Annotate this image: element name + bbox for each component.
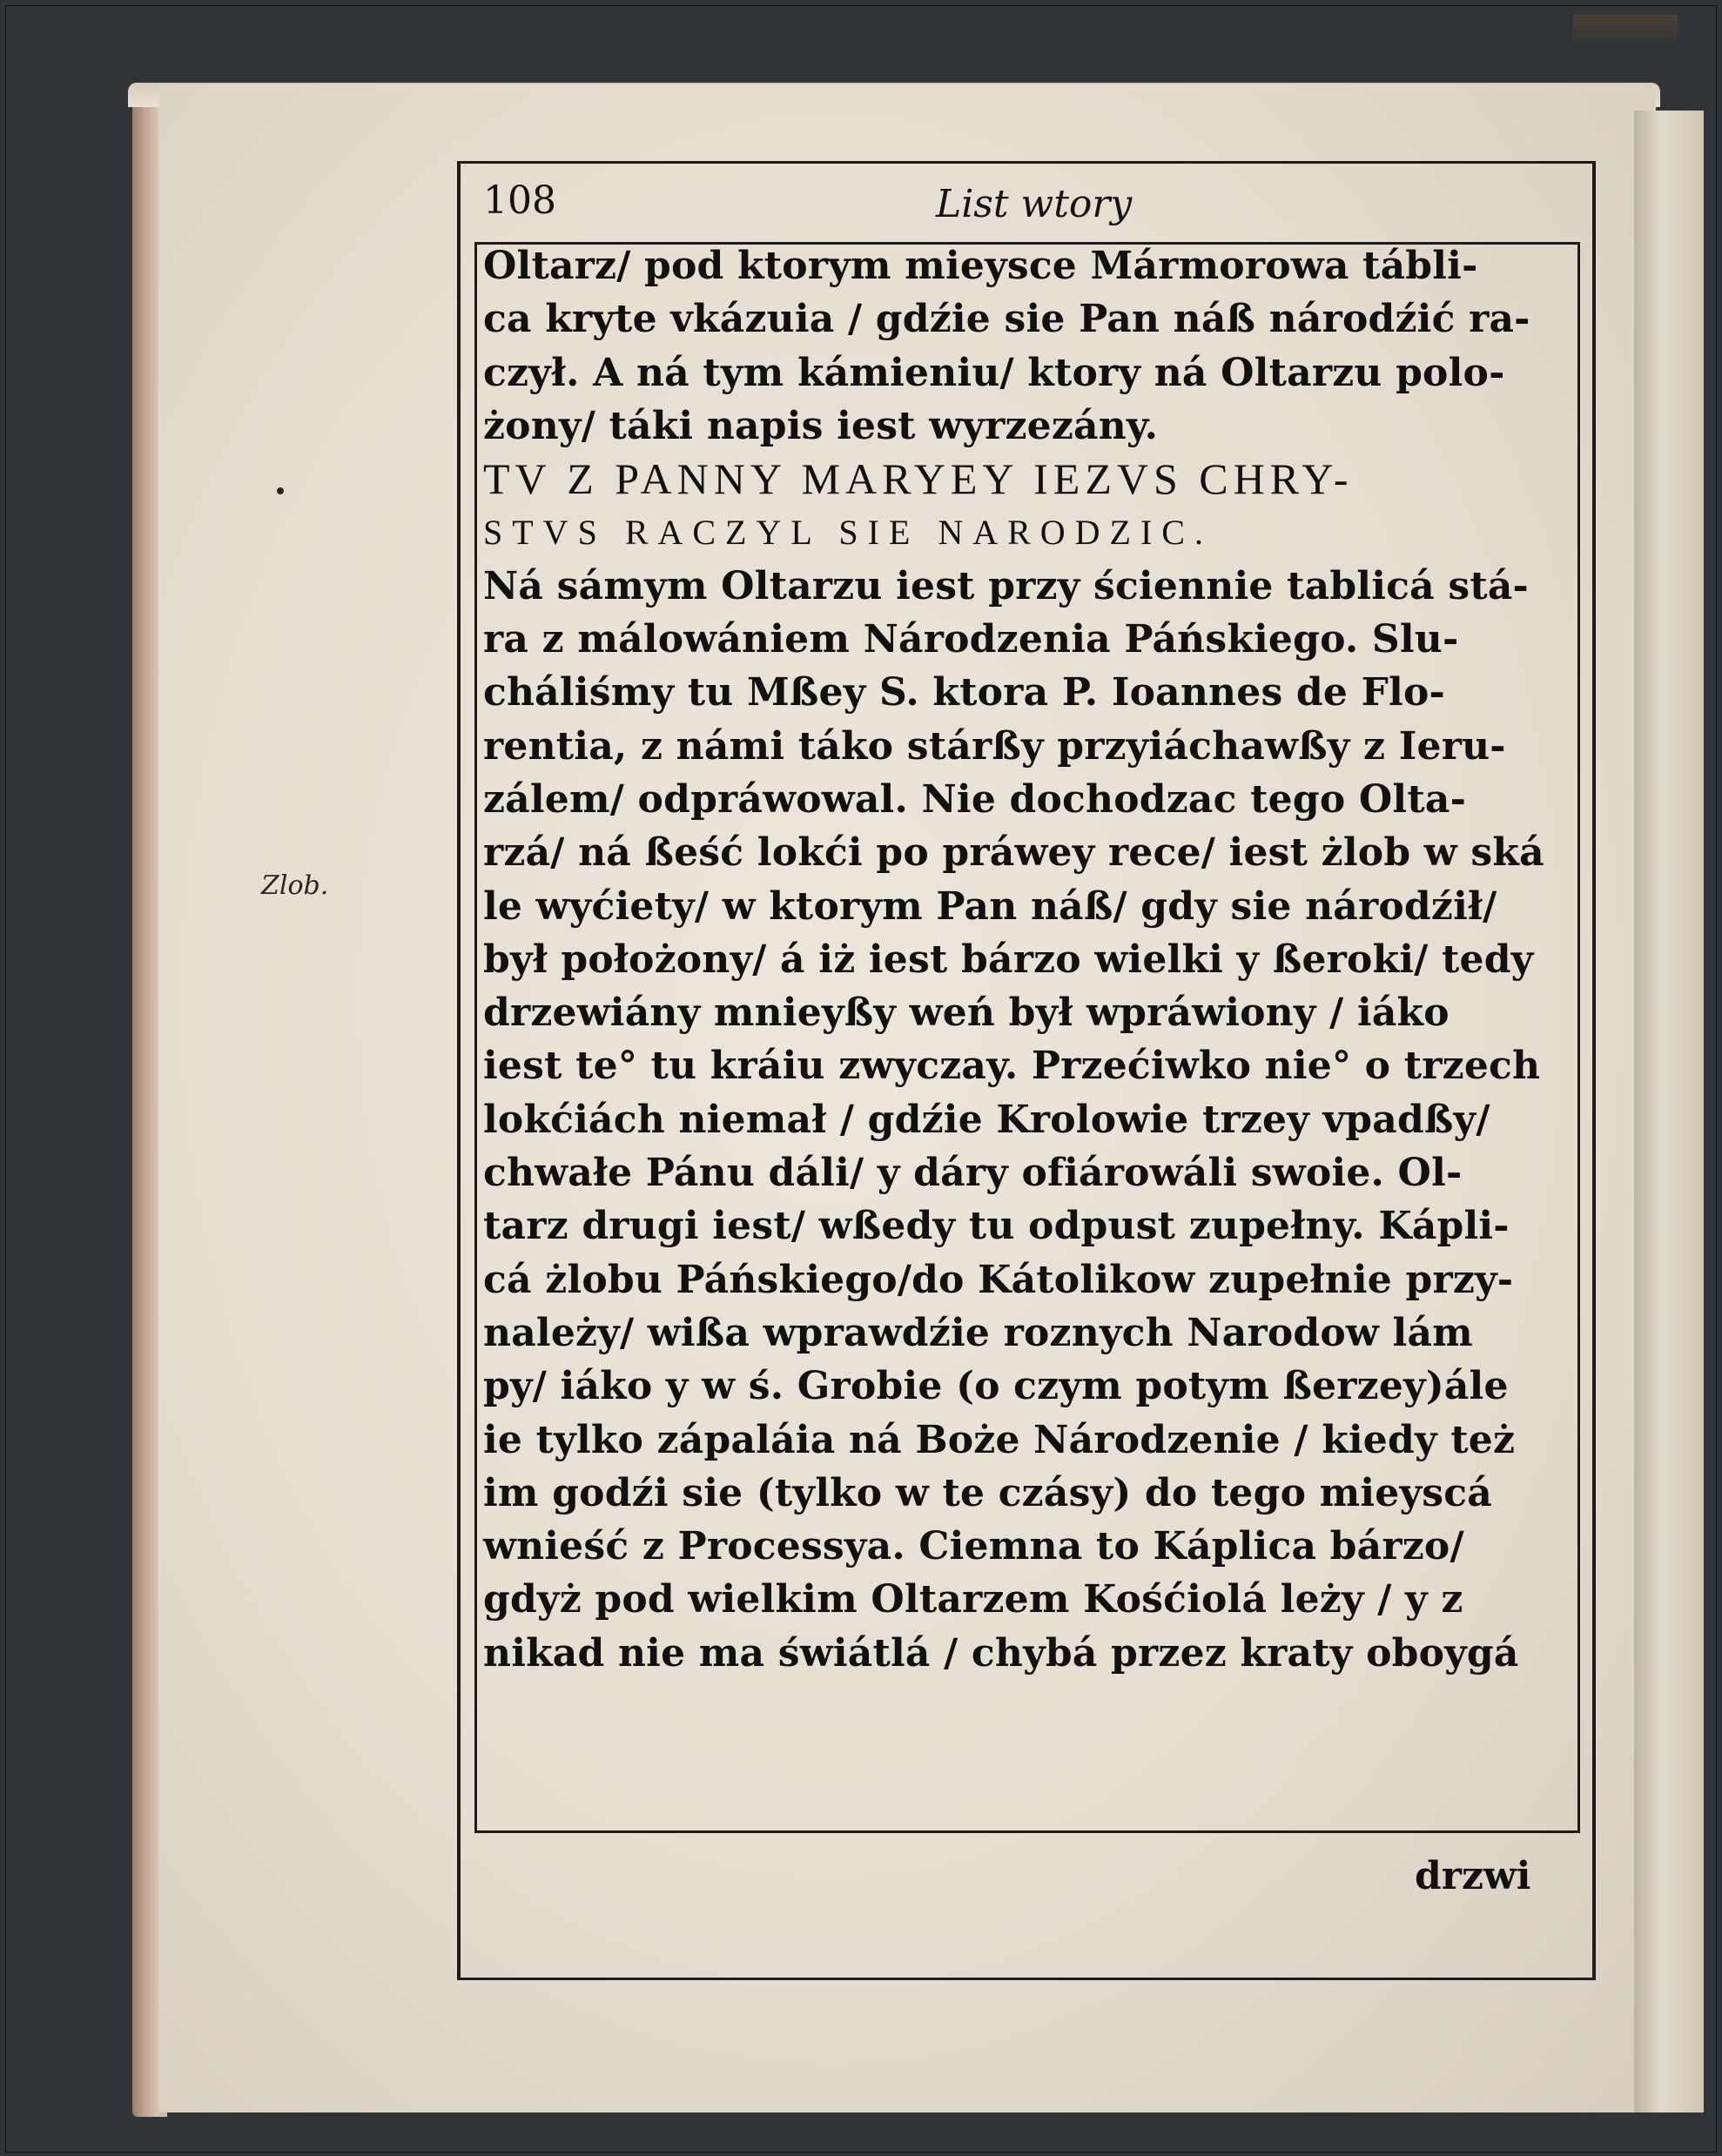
text-line: im godźi sie (tylko w te czásy) do tego mieyscá bbox=[483, 1470, 1492, 1515]
text-line: le wyćiety/ w ktorym Pan náß/ gdy sie národźił/ bbox=[483, 883, 1497, 929]
text-line: rentia, z námi táko stárßy przyiáchawßy z Ieru- bbox=[483, 723, 1506, 769]
text-line: Ná sámym Oltarzu iest przy ściennie tablicá stá- bbox=[483, 563, 1530, 608]
text-line: cá żlobu Páńskiego/do Kátolikow zupełnie przy- bbox=[483, 1257, 1514, 1302]
text-line: gdyż pod wielkim Oltarzem Kośćiolá leży / y z bbox=[483, 1577, 1463, 1622]
frame-top-rule bbox=[457, 161, 1592, 164]
body-text bbox=[483, 239, 1580, 1680]
running-title: List wtory bbox=[936, 182, 1133, 226]
page-header bbox=[483, 178, 1580, 239]
text-line: py/ iáko y w ś. Grobie (o czym potym ßerzey)ále bbox=[483, 1364, 1509, 1409]
text-line: nikad nie ma świátlá / chybá przez kraty oboygá bbox=[483, 1630, 1519, 1676]
text-line: chwałe Pánu dáli/ y dáry ofiárowáli swoie. Ol- bbox=[483, 1151, 1463, 1196]
inscription-line: TV Z PANNY MARYEY IEZVS CHRY- bbox=[483, 454, 1354, 504]
text-line: żony/ táki napis iest wyrzezány. bbox=[483, 403, 1159, 448]
text-line: należy/ wißa wprawdźie roznych Narodow lám bbox=[483, 1310, 1473, 1355]
page-tab bbox=[1573, 15, 1678, 50]
text-line: wnieść z Processya. Ciemna to Káplica bárzo/ bbox=[483, 1524, 1464, 1569]
text-line: drzewiány mnieyßy weń był wpráwiony / iáko bbox=[483, 991, 1450, 1036]
text-line: był położony/ á iż iest bárzo wielki y ßeroki/ tedy bbox=[483, 937, 1534, 982]
text-line: czył. A ná tym kámieniu/ ktory ná Oltarzu polo- bbox=[483, 350, 1505, 395]
text-line: iest te° tu kráiu zwyczay. Przećiwko nie° o trzech bbox=[483, 1044, 1541, 1089]
page-number: 108 bbox=[483, 178, 556, 223]
text-line: cháliśmy tu Mßey S. ktora P. Ioannes de Flo- bbox=[483, 670, 1445, 715]
text-line: ra z málowániem Národzenia Páńskiego. Slu- bbox=[483, 617, 1459, 662]
bottom-rule bbox=[474, 1830, 1580, 1833]
inscription-line: STVS RACZYL SIE NARODZIC. bbox=[483, 513, 1213, 553]
text-line: tarz drugi iest/ wßedy tu odpust zupełny. Kápli- bbox=[483, 1204, 1510, 1249]
marginal-note: Zlob. bbox=[261, 870, 329, 901]
page-gutter bbox=[1634, 111, 1704, 2112]
catchword: drzwi bbox=[1415, 1854, 1531, 1898]
text-line: zálem/ odpráwowal. Nie dochodzac tego Olta- bbox=[483, 776, 1467, 822]
text-line: lokćiách niemał / gdźie Krolowie trzey vpadßy/ bbox=[483, 1097, 1490, 1142]
inner-left-rule bbox=[474, 242, 477, 1833]
text-line: ie tylko zápaláia ná Boże Národzenie / kiedy też bbox=[483, 1417, 1516, 1462]
text-line: ca kryte vkázuia / gdźie sie Pan náß národźić ra- bbox=[483, 297, 1530, 342]
text-line: rzá/ ná ßeść lokći po práwey rece/ iest żlob w ská bbox=[483, 830, 1544, 876]
frame-bottom-rule bbox=[457, 1978, 1592, 1980]
page-mark bbox=[277, 487, 284, 494]
text-line: Oltarz/ pod ktorym mieysce Mármorowa tábli- bbox=[483, 244, 1478, 288]
